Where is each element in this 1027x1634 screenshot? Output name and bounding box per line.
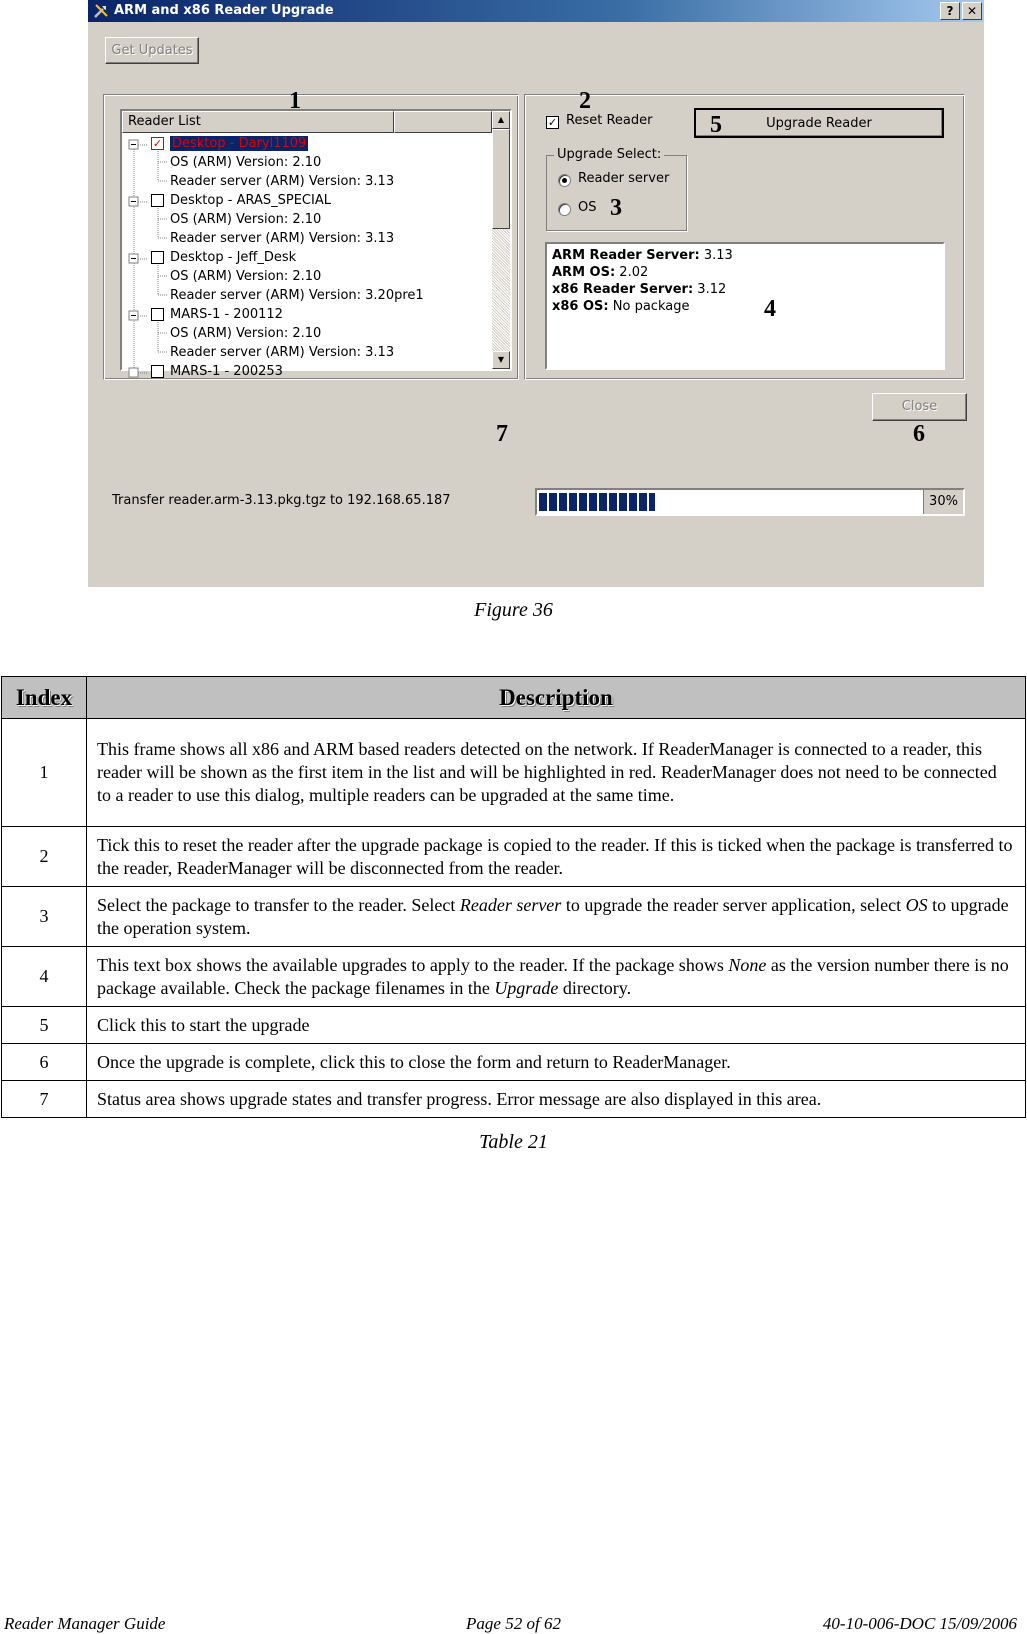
reader-checkbox[interactable] [151,365,164,378]
row-description [87,887,1026,947]
reader-list-header-blank [394,111,492,133]
callout-7: 7 [496,421,508,447]
reader-checkbox[interactable]: ✓ [152,137,163,150]
tree-item-server-version[interactable] [170,286,424,305]
scroll-up-icon[interactable]: ▲ [492,111,510,129]
callout-4: 4 [764,296,776,322]
table-row [2,1007,1026,1044]
callout-1: 1 [289,88,301,114]
row-description: Once the upgrade is complete, click this to close the form and return to ReaderManager. [87,1044,1026,1081]
info-line [552,281,938,298]
table-row [2,827,1026,887]
footer-center: Page 52 of 62 [466,1614,561,1633]
get-updates-button[interactable]: Get Updates [105,37,199,64]
upgrade-reader-button[interactable]: Upgrade Reader [694,108,944,138]
row-description: Click this to start the upgrade [87,1007,1026,1044]
tree-item-reader[interactable] [170,362,283,381]
tools-icon [93,3,109,19]
text-run: This text box shows the available upgrades to apply to the reader. If the package shows [97,954,729,975]
info-value: No package [612,299,690,314]
row-index: 7 [2,1081,87,1118]
row-index: 1 [2,719,87,827]
info-line [552,264,938,281]
table-header-row [2,677,1026,719]
row-description: Status area shows upgrade states and transfer progress. Error message are also displayed in this area. [87,1081,1026,1118]
tree-item-label: Reader server (ARM) Version: 3.13 [170,231,395,246]
info-value: 2.02 [619,265,649,280]
row-index: 6 [2,1044,87,1081]
upgrade-dialog [88,0,984,587]
scroll-thumb[interactable] [492,129,510,229]
figure-caption: Figure 36 [474,599,553,621]
tree-item-server-version[interactable] [170,229,394,248]
row-index: 5 [2,1007,87,1044]
os-radio[interactable] [558,203,571,216]
tree-item-label: MARS-1 - 200253 [170,364,283,379]
footer-right: 40-10-006-DOC 15/09/2006 [822,1614,1017,1633]
row-description [87,947,1026,1007]
table-row [2,719,1026,827]
text-run-italic: Reader server [459,894,562,915]
info-label: x86 OS: [552,299,609,314]
footer-left: Reader Manager Guide [4,1614,166,1633]
description-header: Description [87,677,1026,719]
info-label: ARM Reader Server: [552,248,700,263]
tree-item-reader-selected[interactable] [170,134,308,153]
tree-scrollbar[interactable] [492,111,510,369]
tree-item-label: Desktop - ARAS_SPECIAL [170,193,331,208]
tree-item-label: Reader server (ARM) Version: 3.13 [170,345,395,360]
row-description: Tick this to reset the reader after the upgrade package is copied to the reader. If this is ticked when the package is transferred to the reader, ReaderManager will be disconnected from the reader. [87,827,1026,887]
table-row [2,1081,1026,1118]
status-text: Transfer reader.arm-3.13.pkg.tgz to 192.168.65.187 [112,493,451,508]
scroll-down-icon[interactable]: ▼ [492,351,510,369]
tree-item-label: OS (ARM) Version: 2.10 [170,326,322,341]
tree-item-label: Reader server (ARM) Version: 3.20pre1 [170,288,424,303]
text-run-italic: OS [905,894,928,915]
reader-server-label: Reader server [578,171,670,186]
callout-2: 2 [579,88,591,114]
reader-checkbox[interactable] [151,251,164,264]
callout-3: 3 [610,195,622,221]
table-row [2,1044,1026,1081]
tree-item-os-version[interactable] [170,210,321,229]
row-index: 4 [2,947,87,1007]
info-label: x86 Reader Server: [552,282,694,297]
text-run-italic: None [728,954,767,975]
reset-reader-checkbox[interactable]: ✓ [547,116,558,129]
tree-item-label: OS (ARM) Version: 2.10 [170,212,322,227]
table-caption: Table 21 [479,1131,548,1153]
tree-item-reader[interactable] [170,248,296,267]
reader-list-tree[interactable] [120,109,512,379]
row-description: This frame shows all x86 and ARM based readers detected on the network. If ReaderManager is connected to a reader, this reader will be shown as the first item in the list and will be highlighted in red. ReaderManager does not need to be connected to a reader to use this dialog, multiple readers can be upgraded at the same time. [87,719,1026,827]
table-row [2,887,1026,947]
info-line [552,298,938,315]
window-title: ARM and x86 Reader Upgrade [114,3,334,18]
tree-item-os-version[interactable] [170,324,321,343]
close-x-button[interactable]: ✕ [962,2,982,20]
tree-item-label: MARS-1 - 200112 [170,307,283,322]
reset-reader-label: Reset Reader [566,113,653,128]
os-label: OS [578,200,597,215]
upgrade-select-legend: Upgrade Select: [554,147,664,162]
tree-item-reader[interactable] [170,305,283,324]
row-index: 2 [2,827,87,887]
text-run: Select the package to transfer to the reader. Select [97,894,460,915]
description-table [1,676,1026,1118]
reader-checkbox[interactable] [151,308,164,321]
index-header: Index [2,677,87,719]
upgrade-info-textbox[interactable] [545,242,945,370]
tree-item-os-version[interactable] [170,153,321,172]
text-run: as the version number there is no package available. Check the package filenames in the [97,954,1009,998]
tree-item-server-version[interactable] [170,343,394,362]
info-value: 3.12 [697,282,727,297]
tree-item-label: OS (ARM) Version: 2.10 [170,155,322,170]
close-button[interactable]: Close [872,393,967,421]
progress-track [539,493,926,511]
reader-server-radio[interactable] [558,174,571,187]
text-run: to upgrade the operation system. [97,894,1009,938]
progress-fill [539,493,655,511]
tree-item-reader[interactable] [170,191,331,210]
table-row [2,947,1026,1007]
text-run-italic: Upgrade [494,977,559,998]
help-button[interactable]: ? [940,2,960,20]
tree-item-os-version[interactable] [170,267,321,286]
progress-percent: 30% [923,490,963,514]
row-index: 3 [2,887,87,947]
tree-item-server-version[interactable] [170,172,394,191]
tree-item-label: Desktop - Daryl1109 [172,136,307,151]
callout-5: 5 [710,112,722,138]
transfer-progress-bar [535,488,965,516]
text-run: to upgrade the reader server application, select [561,894,906,915]
info-label: ARM OS: [552,265,616,280]
info-value: 3.13 [703,248,733,263]
tree-item-label: Reader server (ARM) Version: 3.13 [170,174,395,189]
tree-item-label: OS (ARM) Version: 2.10 [170,269,322,284]
reader-list-header[interactable]: Reader List [122,111,394,133]
reader-checkbox[interactable] [151,194,164,207]
callout-6: 6 [913,421,925,447]
title-bar [88,0,984,22]
tree-item-label: Desktop - Jeff_Desk [170,250,297,265]
info-line [552,247,938,264]
text-run: directory. [558,977,632,998]
